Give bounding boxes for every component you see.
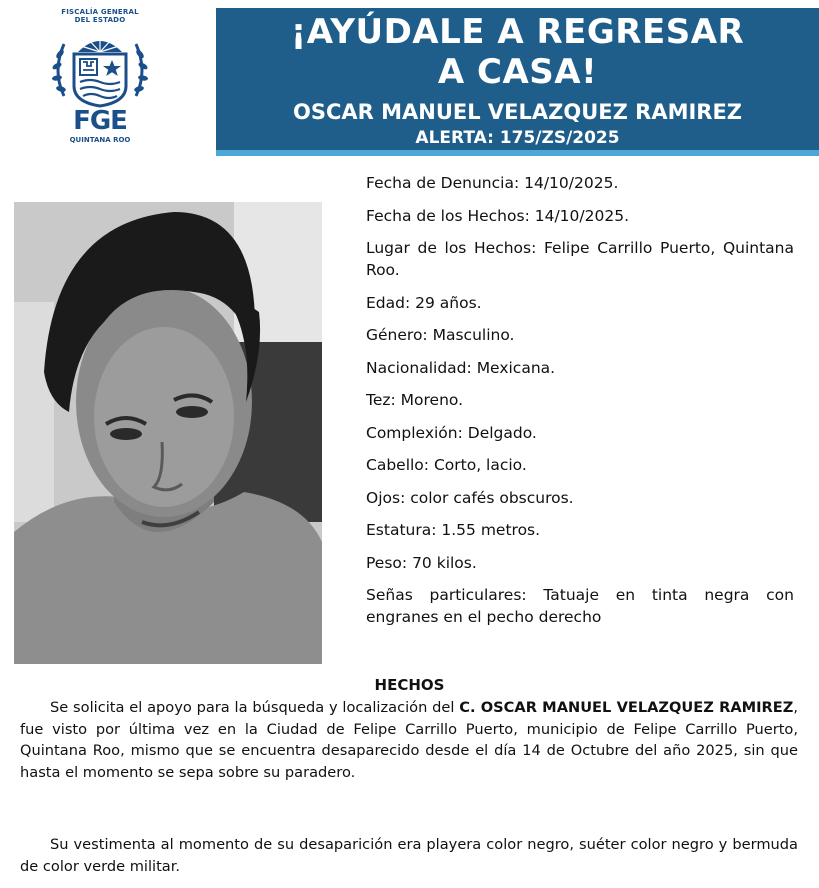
detail-peso: Peso: 70 kilos.	[366, 553, 477, 572]
detail-estatura: Estatura: 1.55 metros.	[366, 521, 541, 539]
detail-nacionalidad: Nacionalidad: Mexicana.	[366, 358, 556, 377]
hechos-heading: HECHOS	[374, 676, 445, 694]
hechos-person-name: C. OSCAR MANUEL VELAZQUEZ RAMIREZ	[459, 699, 794, 716]
banner-title-line1: ¡AYÚDALE A REGRESAR	[290, 12, 745, 52]
detail-genero: Género: Masculino.	[366, 326, 515, 344]
logo-acronym: FGE	[73, 106, 127, 136]
detail-senas-particulares: Señas particulares: Tatuaje en tinta negra con engranes en el pecho derecho	[366, 586, 794, 626]
logo-top-line2: DEL ESTADO	[74, 16, 126, 24]
missing-person-photo	[14, 202, 322, 664]
person-details	[366, 172, 794, 639]
detail-edad: Edad: 29 años.	[366, 293, 482, 312]
person-photo-icon	[14, 202, 322, 664]
hechos-paragraph-2: Su vestimenta al momento de su desaparición era playera color negro, suéter color negro y bermuda de color verde militar.	[20, 836, 798, 875]
detail-complexion: Complexión: Delgado.	[366, 423, 537, 442]
logo-top-line1: FISCALÍA GENERAL	[61, 8, 139, 16]
banner-title-line2: A CASA!	[437, 52, 598, 92]
detail-tez: Tez: Moreno.	[366, 391, 464, 409]
detail-fecha-denuncia: Fecha de Denuncia: 14/10/2025.	[366, 174, 619, 192]
fge-logo	[40, 8, 160, 158]
header-banner-stripe	[216, 150, 819, 156]
banner-title	[216, 12, 819, 92]
quintana-roo-shield-icon	[50, 26, 150, 110]
alert-number: ALERTA: 175/ZS/2025	[415, 128, 620, 148]
detail-cabello: Cabello: Corto, lacio.	[366, 456, 527, 474]
missing-person-name: OSCAR MANUEL VELAZQUEZ RAMIREZ	[292, 100, 743, 124]
detail-lugar-hechos: Lugar de los Hechos: Felipe Carrillo Puerto, Quintana Roo.	[366, 239, 794, 279]
detail-fecha-hechos: Fecha de los Hechos: 14/10/2025.	[366, 206, 629, 225]
logo-state: QUINTANA ROO	[69, 136, 131, 144]
hechos-paragraph-1: Se solicita el apoyo para la búsqueda y localización del C. OSCAR MANUEL VELAZQUEZ RAMIREZ, fue visto por última vez en la Ciudad de Felipe Carrillo Puerto, municipio de Felipe Carrillo Puerto, Quintana Roo, mismo que se encuentra desaparecido desde el día 14 de Octubre del año 2025, sin que hasta el momento se sepa sobre su paradero.	[20, 699, 798, 781]
detail-ojos: Ojos: color cafés obscuros.	[366, 488, 574, 507]
